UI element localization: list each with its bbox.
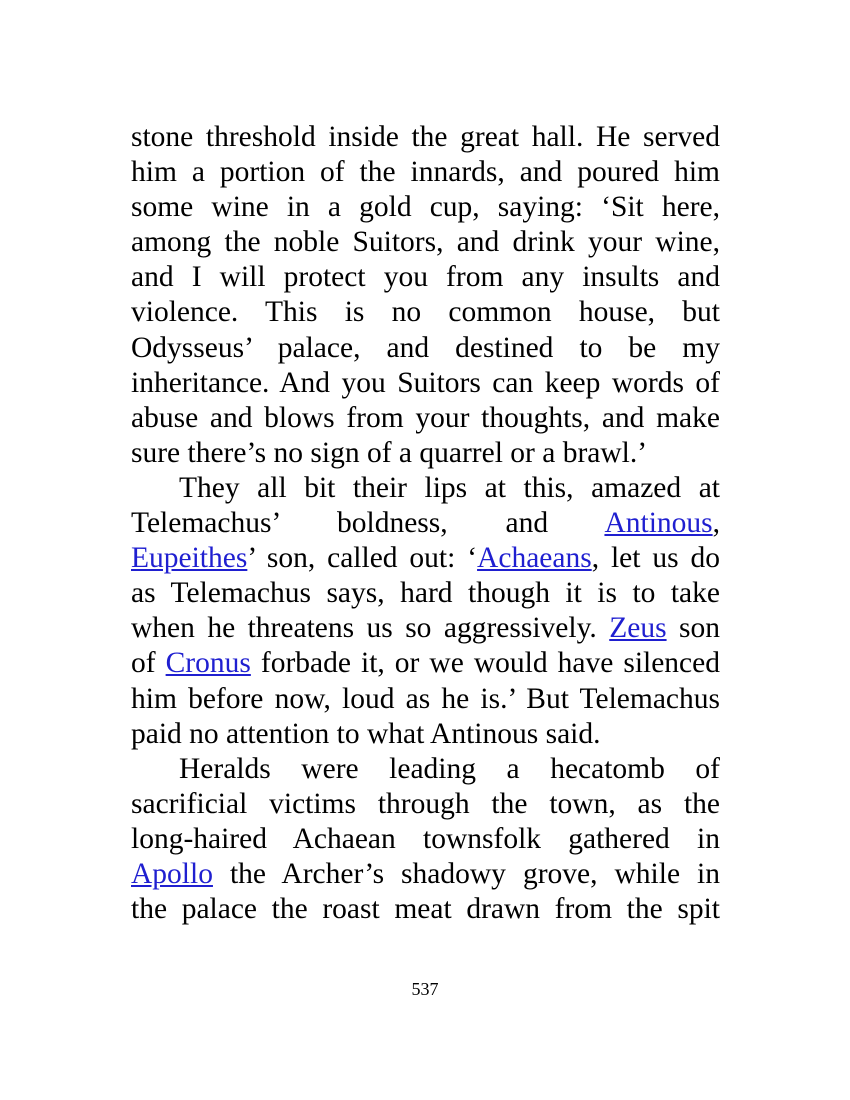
text-run: long-haired Achaean townsfolk gathered in xyxy=(131,822,720,855)
text-run: stone threshold inside the great hall. He served xyxy=(131,121,720,153)
link-zeus[interactable]: Zeus xyxy=(609,612,667,645)
text-run: abuse and blows from your thoughts, and make xyxy=(131,401,720,434)
link-achaeans[interactable]: Achaeans xyxy=(477,542,592,575)
text-run: Telemachus’ boldness, and xyxy=(131,507,605,540)
text-run: Heralds were leading a hecatomb of xyxy=(179,752,720,785)
text-line xyxy=(131,787,720,822)
text-line xyxy=(131,436,720,471)
text-run: and I will protect you from any insults and xyxy=(131,261,720,294)
text-run: the palace the roast meat drawn from the spit xyxy=(131,893,720,926)
link-antinous[interactable]: Antinous xyxy=(604,507,713,540)
text-line xyxy=(131,752,720,787)
text-run: inheritance. And you Suitors can keep words of xyxy=(131,366,720,399)
text-line xyxy=(131,295,720,330)
text-line xyxy=(131,506,720,541)
text-run: violence. This is no common house, but xyxy=(131,296,720,329)
text-line xyxy=(131,190,720,225)
text-line xyxy=(131,225,720,260)
text-line xyxy=(131,541,720,576)
text-line xyxy=(131,682,720,717)
text-run: son xyxy=(666,612,720,645)
text-run: sure there’s no sign of a quarrel or a brawl.’ xyxy=(131,436,648,469)
text-run: ’ son, called out: ‘ xyxy=(247,542,478,575)
text-run: him before now, loud as he is.’ But Telemachus xyxy=(131,682,720,715)
text-run: They all bit their lips at this, amazed at xyxy=(179,471,720,504)
text-line xyxy=(131,155,720,190)
text-run: the Archer’s shadowy grove, while in xyxy=(212,857,720,890)
link-apollo[interactable]: Apollo xyxy=(131,857,213,890)
text-run: when he threatens us so aggressively. xyxy=(131,612,610,645)
text-line xyxy=(131,576,720,611)
text-line xyxy=(131,857,720,892)
text-run: sacrificial victims through the town, as the xyxy=(131,787,720,820)
text-run: among the noble Suitors, and drink your wine, xyxy=(131,226,720,259)
text-run: of xyxy=(131,647,166,680)
text-line xyxy=(131,260,720,295)
text-line xyxy=(131,331,720,366)
body-text xyxy=(131,120,720,927)
text-line xyxy=(131,717,720,752)
text-line xyxy=(131,366,720,401)
text-run: , xyxy=(712,507,720,540)
text-run: paid no attention to what Antinous said. xyxy=(131,717,601,750)
text-run: him a portion of the innards, and poured him xyxy=(131,156,720,189)
text-run: as Telemachus says, hard though it is to take xyxy=(131,577,720,610)
text-line xyxy=(131,120,720,155)
text-line xyxy=(131,646,720,681)
page-number: 537 xyxy=(411,979,439,999)
text-run: forbade it, or we would have silenced xyxy=(250,647,720,680)
text-run: some wine in a gold cup, saying: ‘Sit here, xyxy=(131,191,720,224)
text-line xyxy=(131,822,720,857)
text-line xyxy=(131,611,720,646)
text-line xyxy=(131,401,720,436)
link-eupeithes[interactable]: Eupeithes xyxy=(131,542,248,575)
text-run: Odysseus’ palace, and destined to be my xyxy=(131,331,720,364)
text-line xyxy=(131,471,720,506)
link-cronus[interactable]: Cronus xyxy=(165,647,251,680)
text-run: , let us do xyxy=(591,542,720,575)
text-line xyxy=(131,892,720,927)
